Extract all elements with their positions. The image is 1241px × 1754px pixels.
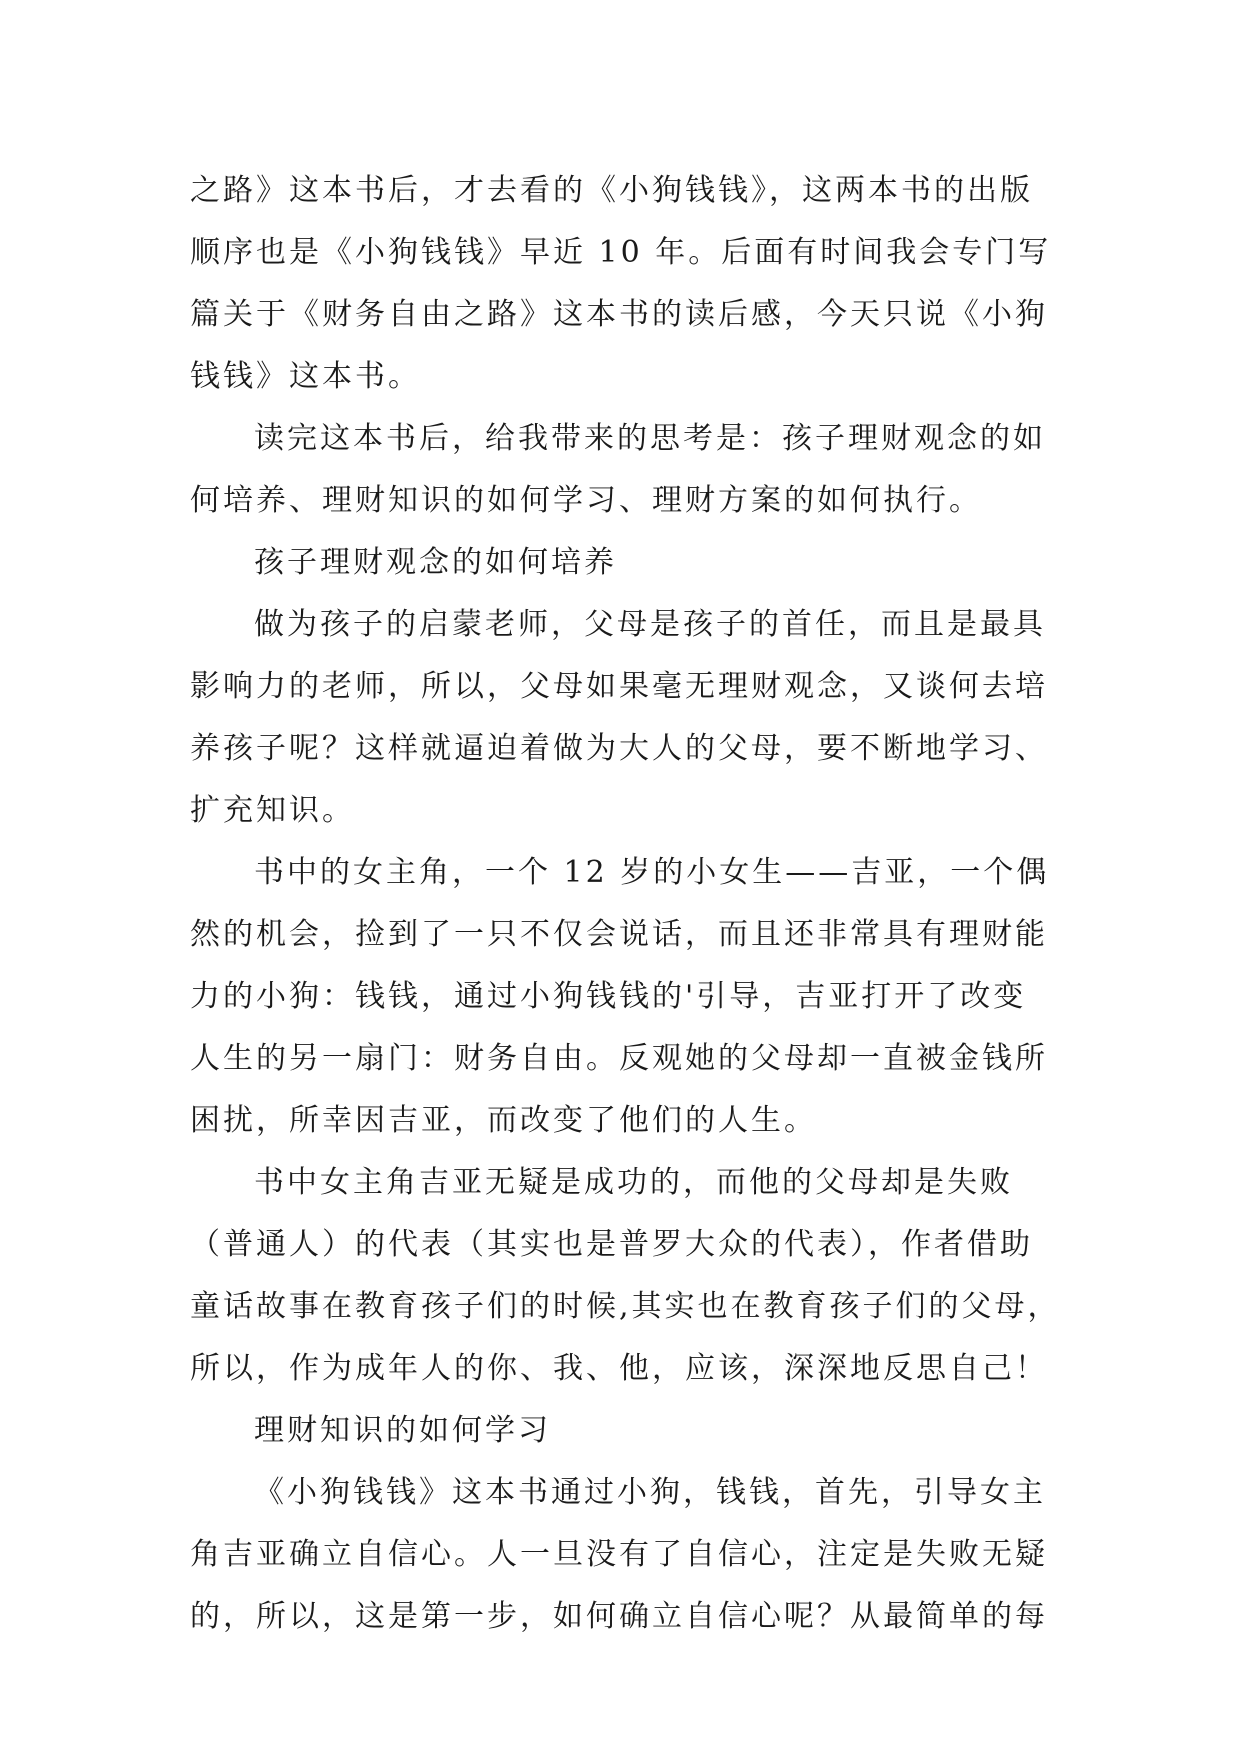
text-line: 扩充知识。 <box>190 793 355 828</box>
section-heading: 孩子理财观念的如何培养 <box>254 545 617 580</box>
text-line: 的，所以，这是第一步，如何确立自信心呢？从最简单的每 <box>190 1599 1048 1634</box>
text-line: 困扰，所幸因吉亚，而改变了他们的人生。 <box>190 1103 817 1138</box>
text-line: 钱钱》这本书。 <box>190 359 421 394</box>
text-line: 何培养、理财知识的如何学习、理财方案的如何执行。 <box>190 483 982 518</box>
text-line: 人生的另一扇门：财务自由。反观她的父母却一直被金钱所 <box>190 1041 1048 1076</box>
text-line: 之路》这本书后，才去看的《小狗钱钱》，这两本书的出版 <box>190 173 1033 208</box>
paragraph-start-line: 做为孩子的启蒙老师，父母是孩子的首任，而且是最具 <box>254 607 1046 642</box>
text-line: 顺序也是《小狗钱钱》早近 10 年。后面有时间我会专门写 <box>190 235 1052 270</box>
text-line: 养孩子呢？这样就逼迫着做为大人的父母，要不断地学习、 <box>190 731 1048 766</box>
text-line: （普通人）的代表（其实也是普罗大众的代表），作者借助 <box>190 1227 1033 1262</box>
text-line: 力的小狗：钱钱，通过小狗钱钱的'引导，吉亚打开了改变 <box>190 979 1027 1014</box>
paragraph-start-line: 《小狗钱钱》这本书通过小狗，钱钱，首先，引导女主 <box>254 1475 1046 1510</box>
paragraph-start-line: 读完这本书后，给我带来的思考是：孩子理财观念的如 <box>254 421 1046 456</box>
paragraph-start-line: 书中女主角吉亚无疑是成功的，而他的父母却是失败 <box>254 1165 1013 1200</box>
document-body <box>190 160 1060 1648</box>
text-line: 所以，作为成年人的你、我、他，应该，深深地反思自己！ <box>190 1351 1048 1386</box>
text-line: 篇关于《财务自由之路》这本书的读后感，今天只说《小狗 <box>190 297 1048 332</box>
text-line: 童话故事在教育孩子们的时候,其实也在教育孩子们的父母， <box>190 1289 1061 1324</box>
paragraph-start-line: 书中的女主角，一个 12 岁的小女生——吉亚，一个偶 <box>254 855 1050 890</box>
text-line: 然的机会，捡到了一只不仅会说话，而且还非常具有理财能 <box>190 917 1048 952</box>
section-heading: 理财知识的如何学习 <box>254 1413 551 1448</box>
text-line: 影响力的老师，所以，父母如果毫无理财观念，又谈何去培 <box>190 669 1048 704</box>
text-line: 角吉亚确立自信心。人一旦没有了自信心，注定是失败无疑 <box>190 1537 1048 1572</box>
